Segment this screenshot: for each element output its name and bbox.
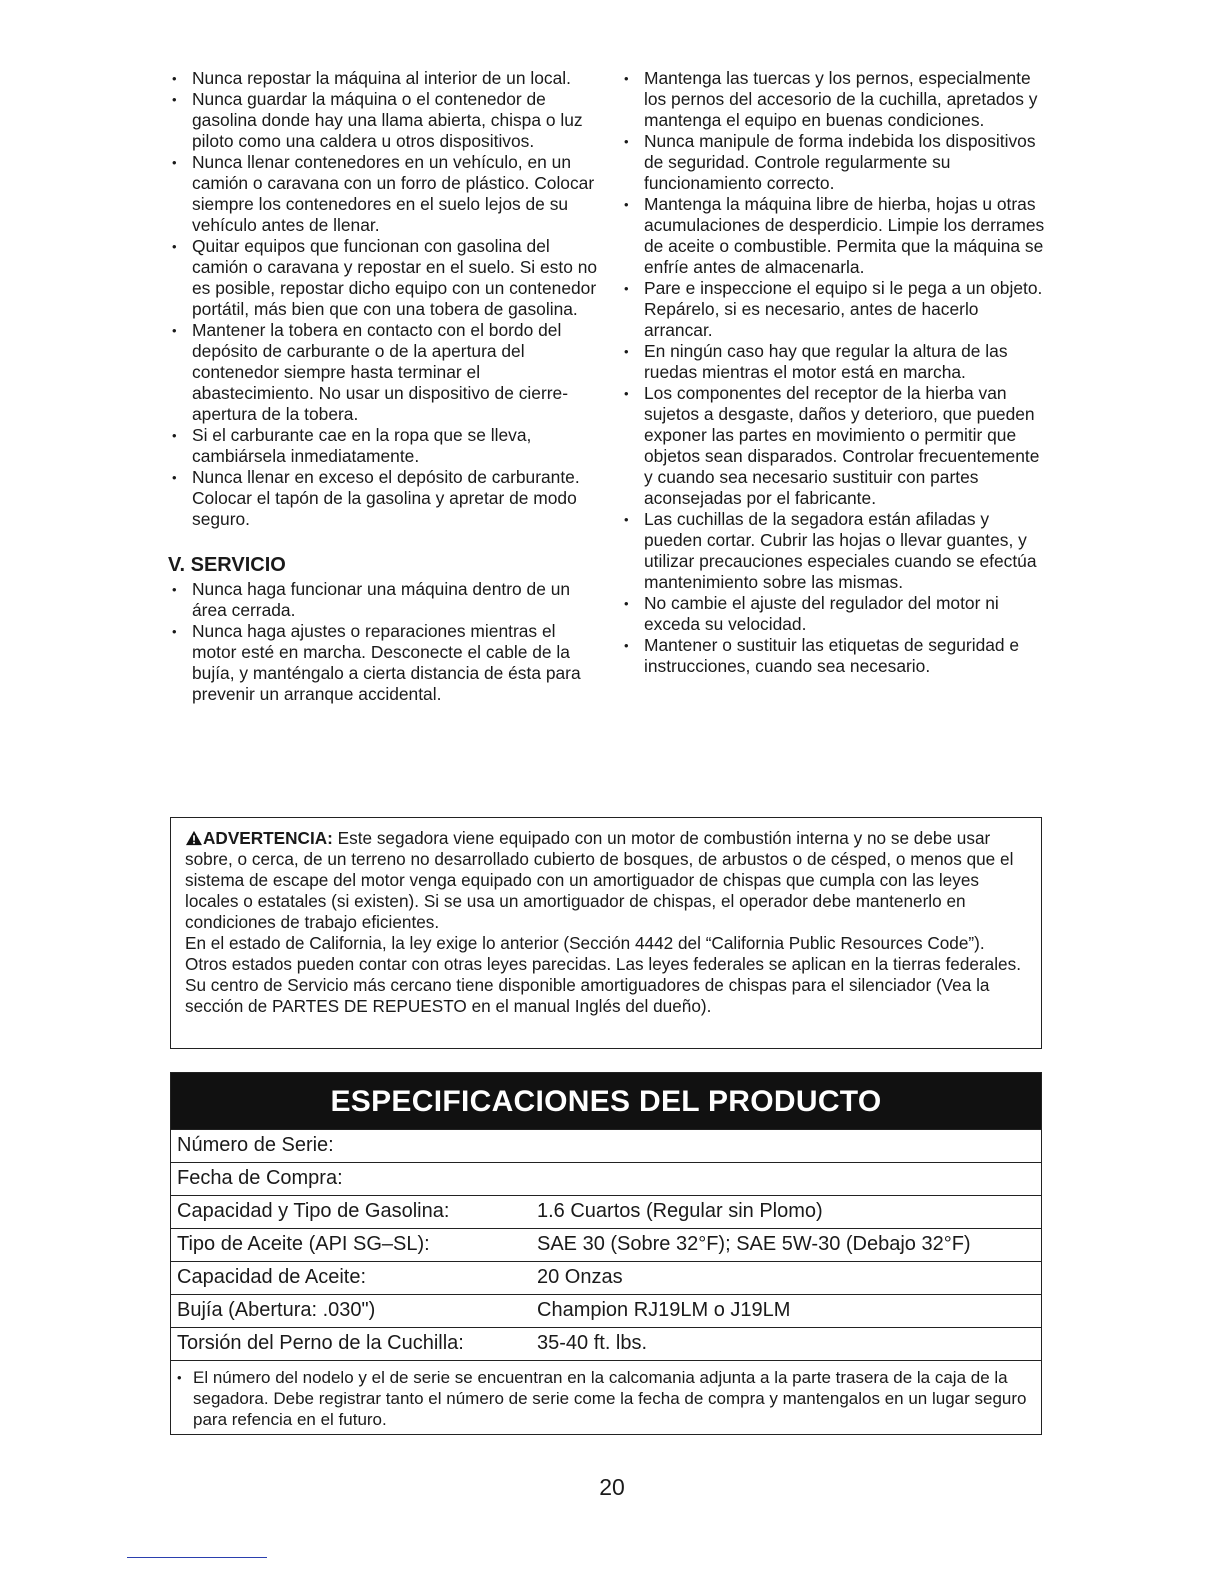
right-column bbox=[620, 68, 1050, 677]
spec-title: ESPECIFICACIONES DEL PRODUCTO bbox=[171, 1073, 1041, 1129]
list-item: • Mantenga la máquina libre de hierba, hojas u otras acumulaciones de desperdicio. Limpie los derrames de aceite o combustible. Permita que la máquina se enfríe antes de almacenarla. bbox=[620, 194, 1050, 278]
list-item: • Quitar equipos que funcionan con gasolina del camión o caravana y repostar en el suelo. Si esto no es posible, repostar dicho equipo con un contenedor portátil, más bien que con una tobera de gasolina. bbox=[168, 236, 600, 320]
spec-row-oil-capacity bbox=[171, 1261, 1041, 1294]
list-item: • Mantener o sustituir las etiquetas de seguridad e instrucciones, cuando sea necesario. bbox=[620, 635, 1050, 677]
spec-value: 20 Onzas bbox=[537, 1266, 623, 1288]
spec-value: 35-40 ft. lbs. bbox=[537, 1332, 648, 1354]
left-column bbox=[168, 68, 600, 705]
spec-value bbox=[537, 1163, 1041, 1195]
list-item: • Nunca llenar contenedores en un vehículo, en un camión o caravana con un forro de plástico. Colocar siempre los contenedores en el suelo lejos de su vehículo antes de llenar. bbox=[168, 152, 600, 236]
list-item: • Nunca haga ajustes o reparaciones mientras el motor esté en marcha. Desconecte el cable de la bujía, y manténgalo a cierta distancia de ésta para prevenir un arranque accidental. bbox=[168, 621, 600, 705]
spec-label: Bujía (Abertura: .030") bbox=[177, 1299, 376, 1321]
maintenance-list bbox=[620, 68, 1050, 677]
spec-label: Fecha de Compra: bbox=[177, 1167, 343, 1189]
warning-label: ADVERTENCIA: bbox=[203, 828, 333, 848]
page-number: 20 bbox=[599, 1474, 625, 1500]
product-specifications-table bbox=[170, 1072, 1042, 1435]
list-item: • Las cuchillas de la segadora están afiladas y pueden cortar. Cubrir las hojas o llevar guantes, y utilizar precauciones especiales cuando se efectúa mantenimiento sobre las mismas. bbox=[620, 509, 1050, 593]
spec-row-serial bbox=[171, 1129, 1041, 1162]
section-heading-servicio: V. SERVICIO bbox=[168, 554, 286, 576]
spec-label: Tipo de Aceite (API SG–SL): bbox=[177, 1233, 430, 1255]
footer-rule bbox=[127, 1557, 267, 1558]
list-item: • Pare e inspeccione el equipo si le pega a un objeto. Repárelo, si es necesario, antes de hacerlo arrancar. bbox=[620, 278, 1050, 341]
spec-label: Torsión del Perno de la Cuchilla: bbox=[177, 1332, 464, 1354]
spec-row-purchase-date bbox=[171, 1162, 1041, 1195]
warning-box bbox=[170, 817, 1042, 1049]
list-item: • Nunca repostar la máquina al interior de un local. bbox=[168, 68, 600, 89]
warning-paragraph bbox=[185, 828, 1029, 933]
list-item: • Si el carburante cae en la ropa que se lleva, cambiársela inmediatamente. bbox=[168, 425, 600, 467]
spec-label: Número de Serie: bbox=[177, 1134, 334, 1156]
spec-label: Capacidad de Aceite: bbox=[177, 1266, 367, 1288]
list-item: • Los componentes del receptor de la hierba van sujetos a desgaste, daños y deterioro, que pueden exponer las partes en movimiento o permitir que objetos sean disparados. Controlar frecuentemente y cuando sea necesario sustituir con partes aconsejadas por el fabricante. bbox=[620, 383, 1050, 509]
service-list bbox=[168, 579, 600, 705]
warning-paragraph-california: En el estado de California, la ley exige lo anterior (Sección 4442 del “California Public Resources Code”). Otros estados pueden contar con otras leyes parecidas. Las leyes federales se aplican en la tierras federales. Su centro de Servicio más cercano tiene disponible amortiguadores de chispas para el silenciador (Vea la sección de PARTES DE REPUESTO en el manual Inglés del dueño). bbox=[185, 933, 1021, 1016]
list-item: • Nunca guardar la máquina o el contenedor de gasolina donde hay una llama abierta, chispa o luz piloto como una caldera u otros dispositivos. bbox=[168, 89, 600, 152]
spec-value: SAE 30 (Sobre 32°F); SAE 5W-30 (Debajo 32°F) bbox=[537, 1233, 971, 1255]
spec-note bbox=[171, 1360, 1041, 1434]
spec-value bbox=[537, 1130, 1041, 1162]
list-item: • Nunca llenar en exceso el depósito de carburante. Colocar el tapón de la gasolina y apretar de modo seguro. bbox=[168, 467, 600, 530]
fueling-safety-list bbox=[168, 68, 600, 530]
list-item: • Mantenga las tuercas y los pernos, especialmente los pernos del accesorio de la cuchilla, apretados y mantenga el equipo en buenas condiciones. bbox=[620, 68, 1050, 131]
list-item: • No cambie el ajuste del regulador del motor ni exceda su velocidad. bbox=[620, 593, 1050, 635]
spec-row-spark-plug bbox=[171, 1294, 1041, 1327]
list-item: • El número del nodelo y el de serie se encuentran en la calcomania adjunta a la parte trasera de la caja de la segadora. Debe registrar tanto el número de serie come la fecha de compra y mantengalos en un lugar seguro para refencia en el futuro. bbox=[177, 1367, 1031, 1430]
list-item: • Nunca manipule de forma indebida los dispositivos de seguridad. Controle regularmente su funcionamiento correcto. bbox=[620, 131, 1050, 194]
list-item: • Nunca haga funcionar una máquina dentro de un área cerrada. bbox=[168, 579, 600, 621]
warning-text: Este segadora viene equipado con un motor de combustión interna y no se debe usar sobre, o cerca, de un terreno no desarrollado cubierto de bosques, de arbustos o de césped, o menos que el sistema de escape del motor venga equipado con un amortiguador de chispas que cumpla con las leyes locales o estatales (si existen). Si se usa un amortiguador de chispas, el operador debe mantenerlo en condiciones de trabajo eficientes. bbox=[185, 828, 1014, 932]
spec-row-blade-torque bbox=[171, 1327, 1041, 1360]
list-item: • Mantener la tobera en contacto con el bordo del depósito de carburante o de la apertura del contenedor siempre hasta terminar el abastecimiento. No usar un dispositivo de cierre-apertura de la tobera. bbox=[168, 320, 600, 425]
spec-value: 1.6 Cuartos (Regular sin Plomo) bbox=[537, 1200, 823, 1222]
warning-triangle-icon bbox=[185, 830, 203, 846]
list-item: • En ningún caso hay que regular la altura de las ruedas mientras el motor está en marcha. bbox=[620, 341, 1050, 383]
spec-value: Champion RJ19LM o J19LM bbox=[537, 1299, 791, 1321]
spec-row-oil-type bbox=[171, 1228, 1041, 1261]
spec-row-fuel bbox=[171, 1195, 1041, 1228]
spec-label: Capacidad y Tipo de Gasolina: bbox=[177, 1200, 450, 1222]
spec-note-list bbox=[177, 1367, 1031, 1430]
